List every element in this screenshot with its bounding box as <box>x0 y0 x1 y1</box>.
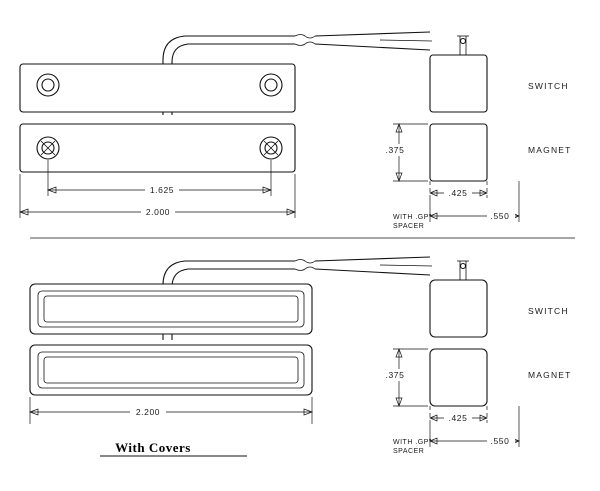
dim-length-label: 2.000 <box>145 207 171 217</box>
dim-hole-spacing-label: 1.625 <box>149 185 175 195</box>
caption-text: With Covers <box>115 440 191 455</box>
magnet-body-top <box>20 124 295 172</box>
bottom-view-group <box>30 257 572 455</box>
switch-body-bottom <box>30 284 312 334</box>
top-view-group <box>20 32 572 230</box>
side-switch-bottom <box>430 261 487 337</box>
spacer-note-line1: WITH .GP" <box>393 214 432 221</box>
dim-depth-bottom <box>430 406 487 424</box>
label-switch-bottom: SWITCH <box>528 306 569 316</box>
dim-length-label-bottom: 2.200 <box>135 407 161 417</box>
dim-total-depth-bottom <box>430 406 519 447</box>
dim-depth-label-bottom: .425 <box>448 413 468 423</box>
spacer-note-bottom <box>393 439 432 455</box>
side-magnet-top <box>430 124 487 181</box>
label-switch-top: SWITCH <box>528 81 569 91</box>
spacer-note-line2: SPACER <box>393 223 425 230</box>
dim-depth-top <box>430 181 487 199</box>
dim-height-bottom <box>382 349 428 406</box>
dim-total-depth-label: .550 <box>490 211 510 221</box>
magnet-body-bottom <box>30 345 312 395</box>
dim-total-depth-top <box>430 181 519 222</box>
switch-body-top <box>20 64 295 112</box>
dim-height-top <box>382 124 428 181</box>
side-magnet-bottom <box>430 349 487 406</box>
spacer-note-top <box>393 214 432 230</box>
side-switch-top <box>430 36 487 112</box>
dim-height-label-bottom: .375 <box>385 370 405 380</box>
dim-height-label: .375 <box>385 145 405 155</box>
dim-total-depth-label-bottom: .550 <box>490 436 510 446</box>
dim-length-bottom <box>30 397 312 424</box>
spacer-note-line1-bottom: WITH .GP" <box>393 439 432 446</box>
spacer-note-line2-bottom: SPACER <box>393 448 425 455</box>
dim-depth-label: .425 <box>448 188 468 198</box>
label-magnet-top: MAGNET <box>528 145 572 155</box>
caption-group <box>100 440 247 456</box>
label-magnet-bottom: MAGNET <box>528 370 572 380</box>
